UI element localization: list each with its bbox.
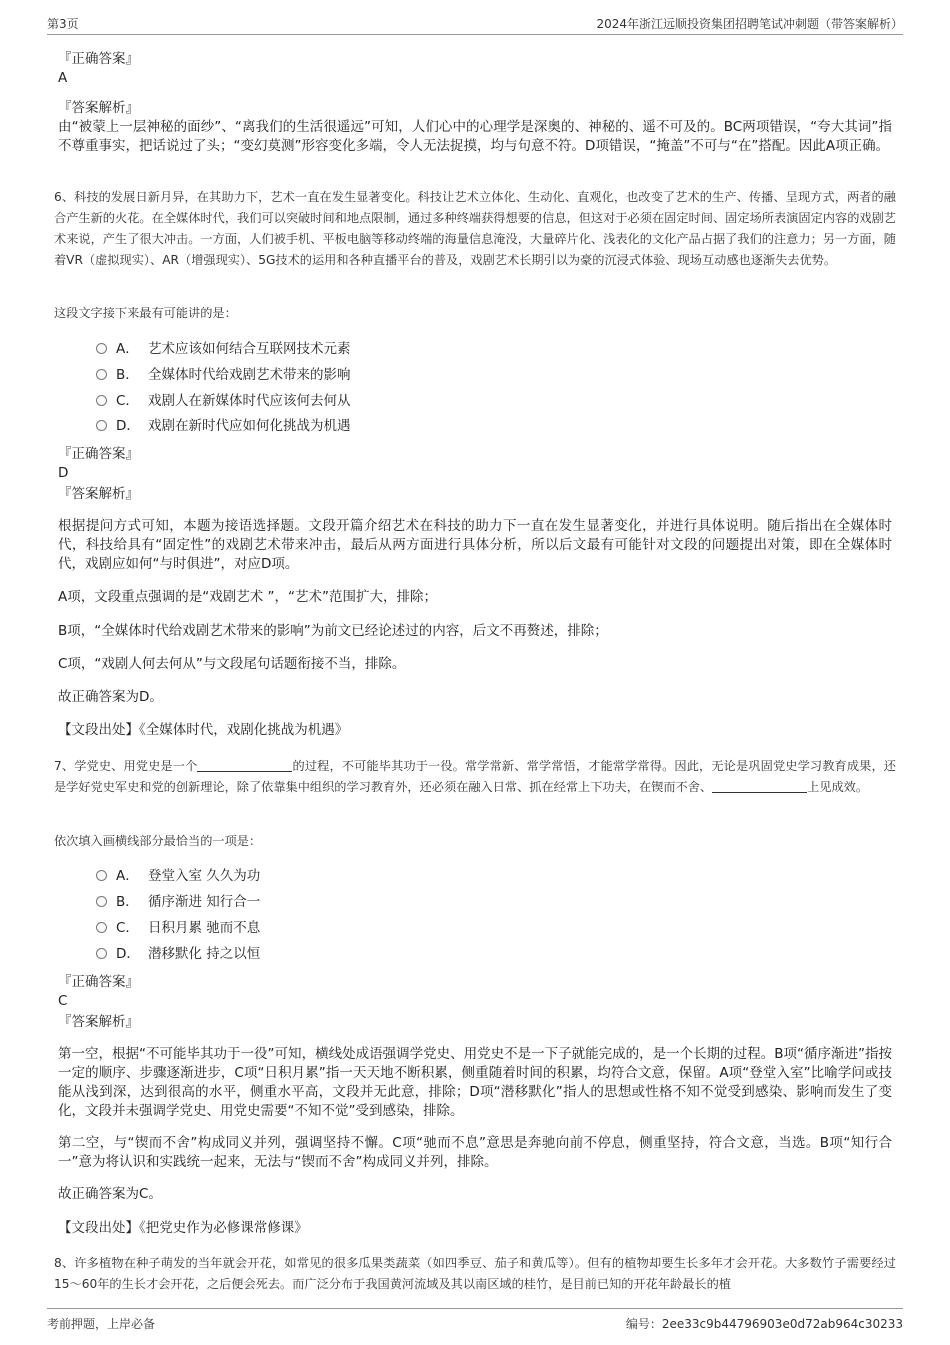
q6-explain-p4: C项，“戏剧人何去何从”与文段尾句话题衔接不当，排除。: [58, 656, 406, 672]
q7-answer: C: [58, 993, 68, 1009]
q7-question: 依次填入画横线部分最恰当的一项是：: [54, 834, 262, 848]
q7-explain-p3: 故正确答案为C。: [58, 1186, 162, 1202]
footer-slogan: 考前押题，上岸必备: [47, 1317, 156, 1331]
q5-explain-label: 『答案解析』: [58, 100, 139, 116]
q6-option-d[interactable]: D． 戏剧在新时代应如何化挑战为机遇: [96, 416, 351, 436]
q7-explain-label: 『答案解析』: [58, 1014, 139, 1030]
radio-icon[interactable]: [96, 420, 107, 431]
q7-option-c[interactable]: C． 日积月累 驰而不息: [96, 918, 260, 938]
q6-answer: D: [58, 465, 69, 481]
radio-icon[interactable]: [96, 369, 107, 380]
document-title: 2024年浙江远顺投资集团招聘笔试冲刺题（带答案解析）: [596, 17, 903, 31]
q6-option-b[interactable]: B． 全媒体时代给戏剧艺术带来的影响: [96, 365, 351, 385]
fill-blank-1: [197, 759, 292, 772]
radio-icon[interactable]: [96, 896, 107, 907]
q6-explain-p1: 根据提问方式可知，本题为接语选择题。文段开篇介绍艺术在科技的助力下一直在发生显著变化，并进行具体说明。随后指出在全媒体时代，科技给具有“固定性”的戏剧艺术带来冲击，最后从两方面进行具体分析，所以后文最有可能针对文段的问题提出对策，即在全媒体时代，戏剧应如何“与时俱进”，对应D项。: [58, 518, 892, 572]
q7-source: 【文段出处】《把党史作为必修课常修课》: [58, 1220, 308, 1236]
q7-text: 7、学党史、用党史是一个 的过程，不可能毕其功于一役。常学常新、常学常悟，才能常学常得。因此，无论是巩固党史学习教育成果，还是学好党史军史和党的创新理论，除了依靠集中组织的学习教育外，还必须在融入日常、抓在经常上下功夫，在锲而不舍、 上见成效。: [54, 759, 896, 794]
q5-answer-label: 『正确答案』: [58, 51, 139, 67]
q7-explain-p1: 第一空，根据“不可能毕其功于一役”可知，横线处成语强调学党史、用党史不是一下子就能完成的，是一个长期的过程。B项“循序渐进”指按一定的顺序、步骤逐渐进步，C项“日积月累”指一天天地不断积累，侧重随着时间的积累，均符合文意，保留。A项“登堂入室”比喻学问或技能从浅到深，达到很高的水平，侧重水平高，文段并无此意，排除；D项“潜移默化”指人的思想或性格不知不觉受到感染、影响而发生了变化，文段并未强调学党史、用党史需要“不知不觉”受到感染，排除。: [58, 1046, 892, 1119]
q7-explain-p2: 第二空，与“锲而不舍”构成同义并列，强调坚持不懈。C项“驰而不息”意思是奔驰向前不停息，侧重坚持，符合文意，当选。B项“知行合一”意为将认识和实践统一起来，无法与“锲而不舍”构成同义并列，排除。: [58, 1135, 892, 1170]
q6-explain-p5: 故正确答案为D。: [58, 689, 163, 705]
q5-explanation: 由“被蒙上一层神秘的面纱”、“离我们的生活很遥远”可知，人们心中的心理学是深奥的、神秘的、遥不可及的。BC两项错误，“夸大其词”指不尊重事实，把话说过了头；“变幻莫测”形容变化多端，令人无法捉摸，均与句意不符。D项错误，“掩盖”不可与“在”搭配。因此A项正确。: [58, 119, 892, 154]
q5-answer: A: [58, 70, 68, 86]
radio-icon[interactable]: [96, 870, 107, 881]
q6-source: 【文段出处】《全媒体时代，戏剧化挑战为机遇》: [58, 722, 349, 738]
radio-icon[interactable]: [96, 922, 107, 933]
q6-text: 6、科技的发展日新月异，在其助力下，艺术一直在发生显著变化。科技让艺术立体化、生动化、直观化，也改变了艺术的生产、传播、呈现方式，两者的融合产生新的火花。在全媒体时代，我们可以突破时间和地点限制，通过多种终端获得想要的信息，但这对于必须在固定时间、固定场所表演固定内容的戏剧艺术来说，产生了很大冲击。一方面，人们被手机、平板电脑等移动终端的海量信息淹没，大量碎片化、浅表化的文化产品占据了我们的注意力；另一方面，随着VR（虚拟现实）、AR（增强现实）、5G技术的运用和各种直播平台的普及，戏剧艺术长期引以为豪的沉浸式体验、现场互动感也逐渐失去优势。: [54, 190, 896, 267]
page-number: 第3页: [47, 17, 79, 31]
q6-question: 这段文字接下来最有可能讲的是：: [54, 306, 237, 320]
q6-explain-label: 『答案解析』: [58, 486, 139, 502]
page-header: [47, 12, 903, 35]
q7-answer-label: 『正确答案』: [58, 974, 139, 990]
q7-option-b[interactable]: B． 循序渐进 知行合一: [96, 892, 260, 912]
q8-text: 8、许多植物在种子萌发的当年就会开花，如常见的很多瓜果类蔬菜（如四季豆、茄子和黄瓜等）。但有的植物却要生长多年才会开花。大多数竹子需要经过15～60年的生长才会开花，之后便会死去。而广泛分布于我国黄河流域及其以南区域的桂竹，是目前已知的开花年龄最长的植: [54, 1256, 896, 1291]
q6-explain-p3: B项，“全媒体时代给戏剧艺术带来的影响”为前文已经论述过的内容，后文不再赘述，排除；: [58, 623, 608, 639]
q6-explain-p2: A项，文段重点强调的是“戏剧艺术 ”，“艺术”范围扩大，排除；: [58, 589, 438, 605]
page-footer: [47, 1308, 903, 1335]
q6-option-c[interactable]: C． 戏剧人在新媒体时代应该何去何从: [96, 391, 351, 411]
radio-icon[interactable]: [96, 395, 107, 406]
q7-option-d[interactable]: D． 潜移默化 持之以恒: [96, 944, 260, 964]
q7-option-a[interactable]: A． 登堂入室 久久为功: [96, 866, 260, 886]
radio-icon[interactable]: [96, 343, 107, 354]
document-code: 编号：2ee33c9b44796903e0d72ab964c30233: [625, 1317, 903, 1331]
fill-blank-2: [712, 780, 807, 793]
radio-icon[interactable]: [96, 948, 107, 959]
q6-option-a[interactable]: A． 艺术应该如何结合互联网技术元素: [96, 339, 351, 359]
q6-answer-label: 『正确答案』: [58, 446, 139, 462]
